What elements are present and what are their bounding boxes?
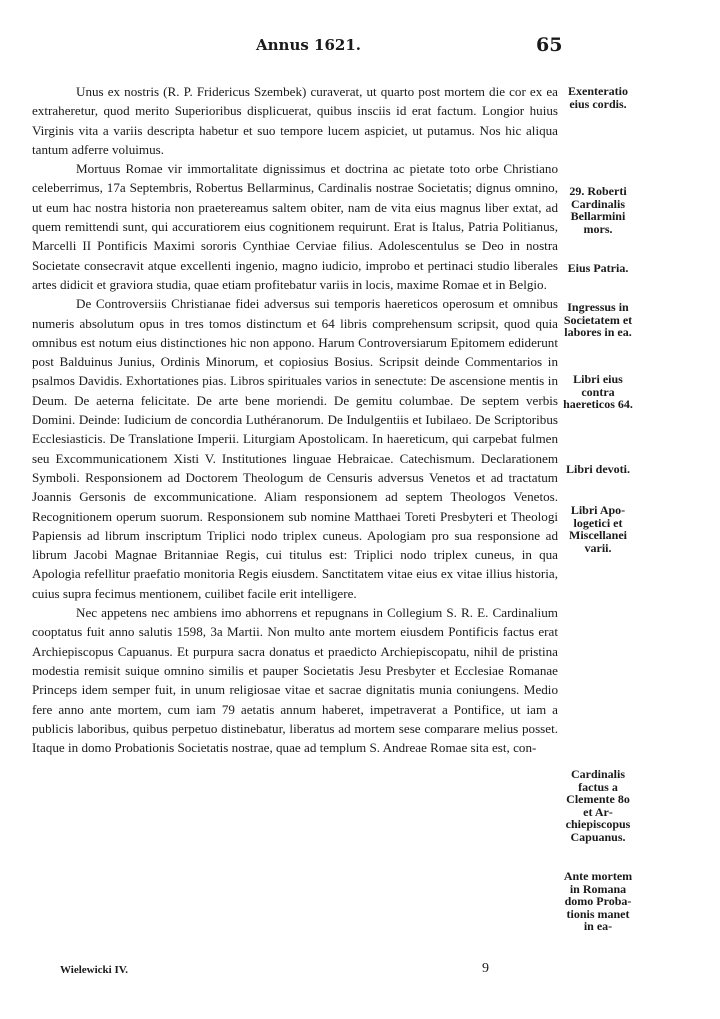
page-number: 65 (536, 34, 563, 56)
page-footer (0, 961, 720, 984)
marginal-note-5: Libri eius contra haereticos 64. (563, 372, 633, 411)
marginal-note-6: Libri devoti. (565, 462, 630, 476)
marginal-note-8: Cardinalis factus a Clemente 8o et Archiepiscopus Capuanus. (565, 767, 631, 844)
paragraph-1: Unus ex nostris (R. P. Fridericus Szembek) curaverat, ut quarto post mortem die cor ex ea extraheretur, quod merito Superioribus displicuerat, quibus insciis id erat factum. Longior huius Virginis vita a variis descripta habetur et suo tempore lucem aspiciet, ut putamus. Nos hic aliqua tantum adferre voluimus. (32, 84, 558, 157)
paragraph-4: Nec appetens nec ambiens imo abhorrens et repugnans in Collegium S. R. E. Cardinalium cooptatus fuit anno salutis 1598, 3a Martii. Non multo ante mortem eiusdem Pontificis factus erat Archiepiscopus Capuanus. Et purpura sacra donatus et praedicto Archiepiscopatu, nihil de pristina modestia remisit suique omnino similis et pauper Societatis Jesu Presbyter et Ecclesiae Romanae Princeps idem semper fuit, in unum religiosae vitae et sacrae dignitatis munia coniungens. Medio fere anno ante mortem, cum iam 79 aetatis annum haberet, impetraverat a Pontifice, ut iam a publicis laboribus, quibus perpetuo distinebatur, liberatus ad mortem sese comparare melius posset. Itaque in domo Probationis Societatis nostrae, quae ad templum S. Andreae Romae sita est, con- (32, 605, 558, 756)
running-title: Annus 1621. (256, 36, 361, 54)
footer-signature-mark: 9 (482, 961, 489, 976)
running-header (0, 36, 720, 60)
paragraph-3: De Controversiis Christianae fidei adversus sui temporis haereticos operosum et omnibus numeris absolutum opus in tres tomos distinctum et 64 libris comprehensum scripsit, quod quia omnibus est notum eius distinctiones hic non appono. Harum Controversiarum Epitomem ediderunt post Balduinus Junius, Ordinis Minorum, et copiosius Bosius. Scripsit deinde Commentarios in psalmos Davidis. Exhortationes pias. Libros spirituales varios in senectute: De ascensione mentis in Deum. De aeterna felicitate. De arte bene moriendi. De gemitu columbae. De septem verbis Domini. Deinde: Iudicium de concordia Luthéranorum. De Indulgentiis et Iubilaeo. De Scriptoribus Ecclesiasticis. De Translatione Imperii. Liturgiam Apostolicam. In haereticum, qui carpebat fulmen seu Excommunicationem Xisti V. Institutiones linguae Hebraicae. Catechismum. Declarationem Symboli. Responsionem ad Doctorem Theologum de Censuris adversus Venetos et ad tractatum Joannis Gersonis de excommunicatione. Aliam responsionem ad septem Theologos Venetos. Recognitionem operum suorum. Responsionem sub nomine Matthaei Toreti Presbyteri et Theologi Papiensis ad librum inscriptum Triplici nodo triplex cuneus. Apologiam pro sua responsione ad librum Jacobi Magnae Britanniae Regis, cui titulus est: Triplici nodo triplex cuneus, in qua Apologia refellitur praefatio monitoria Regis eiusdem. Sanctitatem vitae eius ex vitae illius historia, cuius supra fecimus mentionem, cuilibet facile erit intelligere. (32, 296, 558, 601)
marginal-note-9: Ante mortem in Romana domo Probationis manet in ea- (563, 869, 633, 933)
footer-signature: Wielewicki IV. (60, 964, 129, 976)
marginal-note-7: Libri Apologetici et Miscellanei varii. (569, 503, 627, 555)
marginal-note-4: Ingressus in Societatem et labores in ea. (563, 300, 633, 339)
marginal-note-2: 29. Roberti Cardinalis Bellarmini mors. (569, 184, 627, 236)
main-text (32, 82, 558, 757)
marginal-note-3: Eius Patria. (567, 261, 629, 275)
paragraph-2: Mortuus Romae vir immortalitate dignissimus et doctrina ac pietate toto orbe Christiano celeberrimus, 17a Septembris, Robertus Bellarminus, Cardinalis nostrae Societatis; dignus omnino, ut eum hac nostra historia non praetereamus saltem obiter, nam de vita eius magnus liber extat, ad quem remittendi sunt, qui accuratiorem eius cognitionem requirunt. Erat is Italus, Patria Politianus, Marcelli II Pontificis Maximi sororis Cynthiae Cerviae filius. Adolescentulus se Deo in nostra Societate consecravit atque excellenti ingenio, magno iudicio, improbo et pertinaci studio liberales artes didicit et graviora studia, quae etiam profitebatur variis in locis, maxime Romae et in Belgio. (32, 161, 558, 292)
marginal-note-1: Exenteratio eius cordis. (568, 84, 628, 111)
